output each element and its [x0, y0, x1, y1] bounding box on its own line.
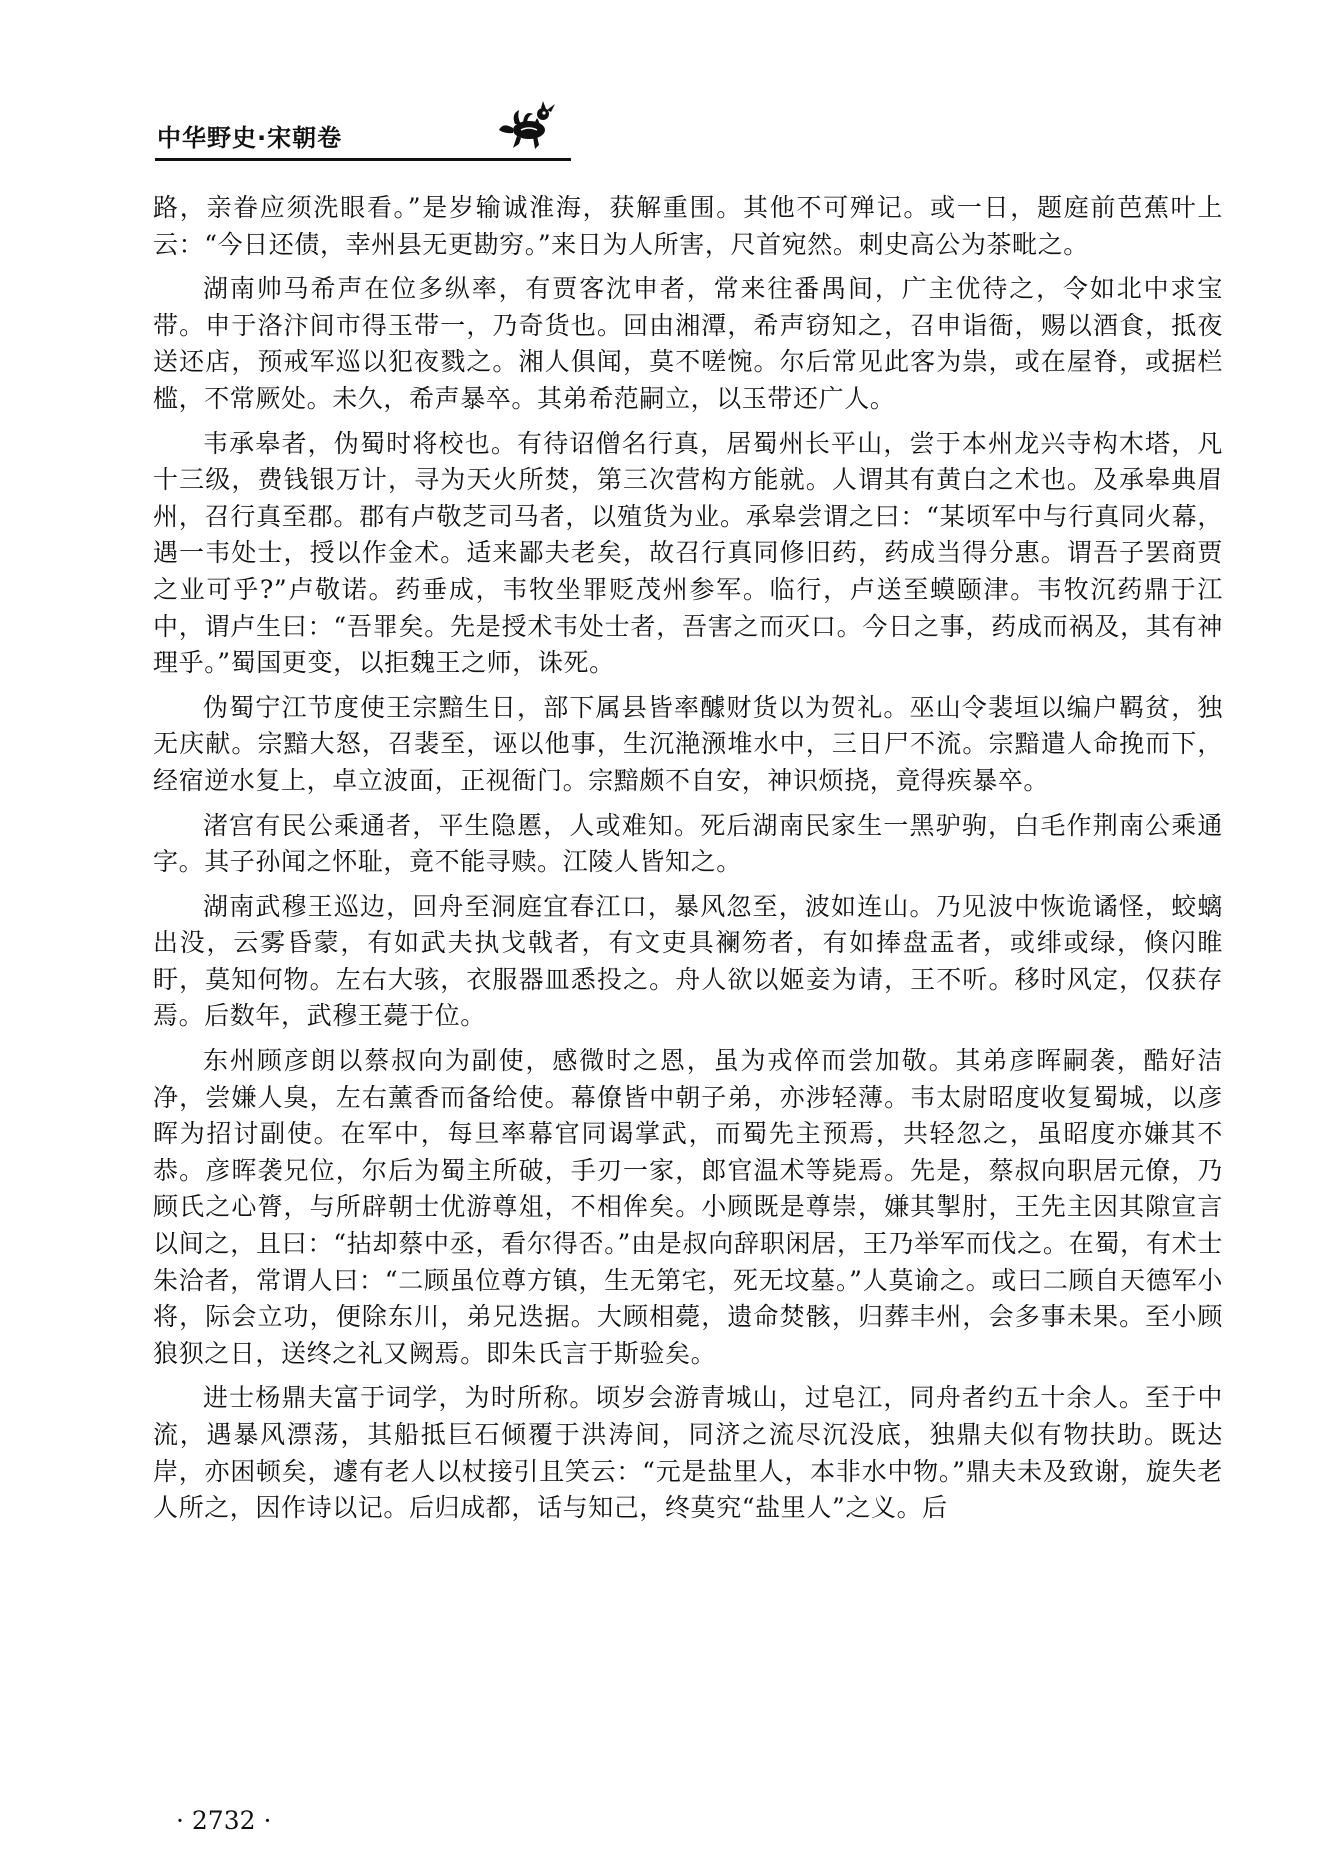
paragraph: 路，亲眷应须洗眼看。”是岁输诚淮海，获解重围。其他不可殚记。或一日，题庭前芭蕉叶上云：“今日还债，幸州县无更勘穷。”来日为人所害，尺首宛然。刺史高公为茶毗之。: [153, 193, 1223, 259]
paragraph: 韦承皋者，伪蜀时将校也。有待诏僧名行真，居蜀州长平山，尝于本州龙兴寺构木塔，凡十三级，费钱银万计，寻为天火所焚，第三次营构方能就。人谓其有黄白之术也。及承皋典眉州，召行真至郡。郡有卢敬芝司马者，以殖货为业。承皋尝谓之曰：“某顷军中与行真同火幕，遇一韦处士，授以作金术。适来鄙夫老矣，故召行真同修旧药，药成当得分惠。谓吾子罢商贾之业可乎?”卢敬诺。药垂成，韦牧坐罪贬茂州参军。临行，卢送至蟆颐津。韦牧沉药鼎于江中，谓卢生曰：“吾罪矣。先是授术韦处士者，吾害之而灭口。今日之事，药成而祸及，其有神理乎。”蜀国更变，以拒魏王之师，诛死。: [153, 428, 1223, 678]
body-text: [153, 190, 1223, 1535]
paragraph: 进士杨鼎夫富于词学，为时所称。顷岁会游青城山，过皂江，同舟者约五十余人。至于中流，遇暴风漂荡，其船抵巨石倾覆于洪涛间，同济之流尽沉没底，独鼎夫似有物扶助。既达岸，亦困顿矣，遽有老人以杖接引且笑云：“元是盐里人，本非水中物。”鼎夫未及致谢，旋失老人所之，因作诗以记。后归成都，话与知己，终莫究“盐里人”之义。后: [153, 1383, 1223, 1523]
dragon-emblem-icon: [497, 100, 559, 150]
header-rule: [155, 158, 571, 161]
running-header: [155, 96, 571, 152]
page-number: · 2732 ·: [176, 1806, 272, 1835]
paragraph: 渚宫有民公乘通者，平生隐慝，人或难知。死后湖南民家生一黑驴驹，白毛作荆南公乘通字。其子孙闻之怀耻，竟不能寻赎。江陵人皆知之。: [153, 810, 1223, 877]
paragraph: 东州顾彦朗以蔡叔向为副使，感微时之恩，虽为戎倅而尝加敬。其弟彦晖嗣袭，酷好洁净，尝嫌人臭，左右薰香而备给使。幕僚皆中朝子弟，亦涉轻薄。韦太尉昭度收复蜀城，以彦晖为招讨副使。在军中，每旦率幕官同谒掌武，而蜀先主预焉，共轻忽之，虽昭度亦嫌其不恭。彦晖袭兄位，尔后为蜀主所破，手刃一家，郎官温术等毙焉。先是，蔡叔向职居元僚，乃顾氏之心膂，与所辟朝士优游尊俎，不相侔矣。小顾既是尊崇，嫌其掣肘，王先主因其隙宣言以间之，且曰：“拈却蔡中丞，看尔得否。”由是叔向辞职闲居，王乃举军而伐之。在蜀，有术士朱洽者，常谓人曰：“二顾虽位尊方镇，生无第宅，死无坟墓。”人莫谕之。或曰二顾自天德军小将，际会立功，便除东川，弟兄迭据。大顾相薨，遗命焚骸，归葬丰州，会多事未果。至小顾狼狈之日，送终之礼又阙焉。即朱氏言于斯验矣。: [153, 1046, 1223, 1368]
paragraph: 湖南武穆王巡边，回舟至洞庭宜春江口，暴风忽至，波如连山。乃见波中恢诡谲怪，蛟螭出没，云雾昏蒙，有如武夫执戈戟者，有文吏具襕笏者，有如捧盘盂者，或绯或绿，倏闪睢盱，莫知何物。左右大骇，衣服器皿悉投之。舟人欲以姬妾为请，王不听。移时风定，仅获存焉。后数年，武穆王薨于位。: [153, 891, 1223, 1031]
paragraph: 湖南帅马希声在位多纵率，有贾客沈申者，常来往番禺间，广主优待之，令如北中求宝带。申于洛汴间市得玉带一，乃奇货也。回由湘潭，希声窃知之，召申诣衙，赐以酒食，抵夜送还店，预戒军巡以犯夜戮之。湘人俱闻，莫不嗟惋。尔后常见此客为祟，或在屋脊，或据栏槛，不常厥处。未久，希声暴卒。其弟希范嗣立，以玉带还广人。: [153, 274, 1223, 413]
paragraph: 伪蜀宁江节度使王宗黯生日，部下属县皆率醵财货以为贺礼。巫山令裴垣以编户羁贫，独无庆献。宗黯大怒，召裴至，诬以他事，生沉滟滪堆水中，三日尸不流。宗黯遣人命挽而下，经宿逆水复上，卓立波面，正视衙门。宗黯颇不自安，神识烦挠，竟得疾暴卒。: [153, 692, 1223, 795]
book-title: 中华野史·宋朝卷: [157, 124, 343, 152]
